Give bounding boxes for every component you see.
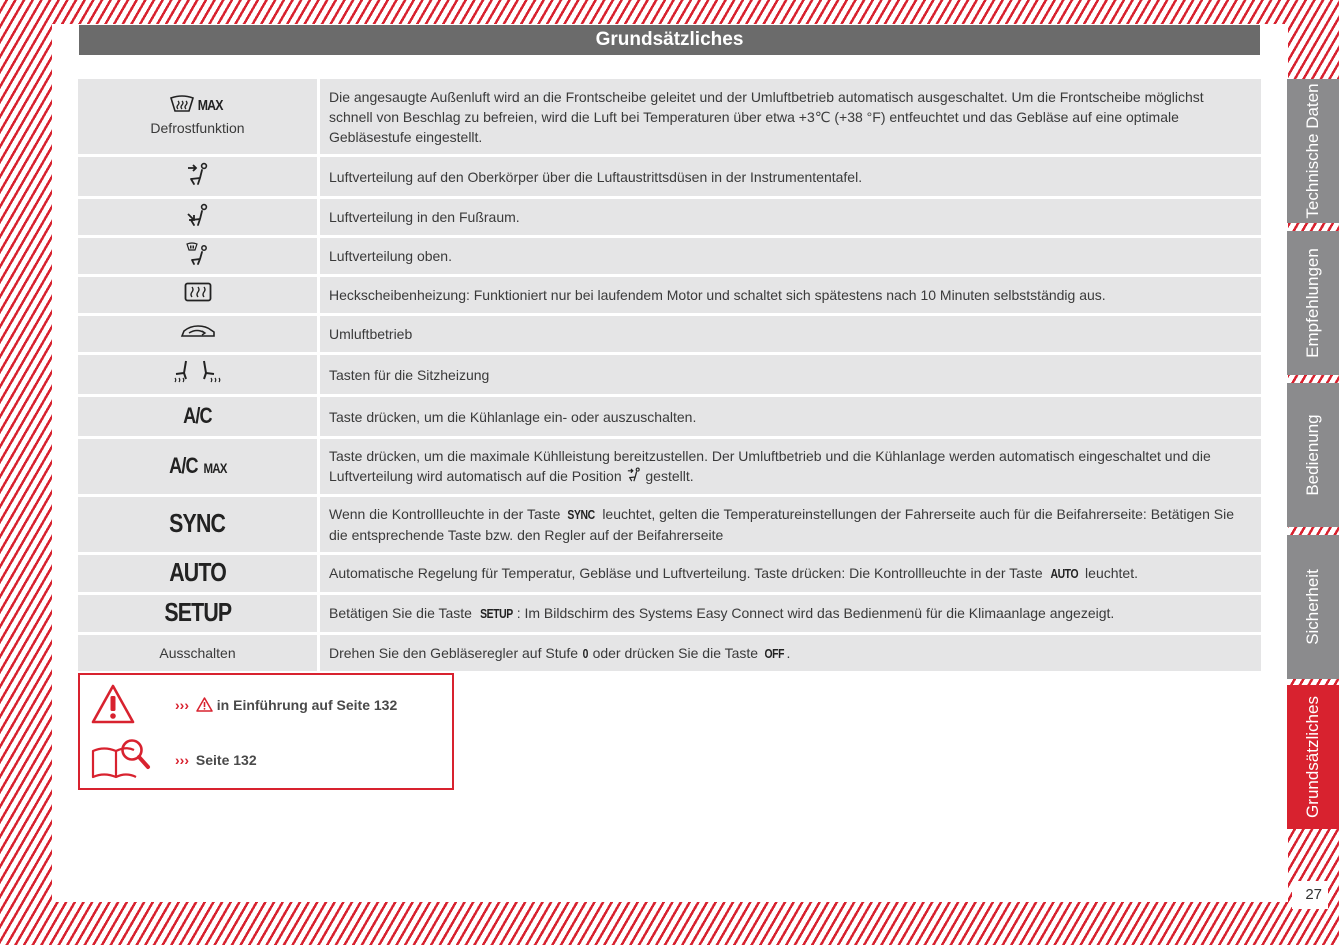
reference-box — [78, 673, 454, 790]
page-title: Grundsätzliches — [79, 25, 1260, 55]
tab-sicherheit[interactable] — [1287, 535, 1339, 679]
rear-window-heating-icon — [184, 282, 212, 309]
desc-text: . — [786, 644, 791, 661]
tab-label: Grundsätzliches — [1303, 696, 1322, 818]
ac-max-sub: MAX — [203, 459, 227, 476]
symbol-cell — [78, 79, 320, 154]
symbol-cell — [78, 157, 320, 196]
air-upper-body-icon — [185, 162, 211, 191]
zero-code: 0 — [582, 645, 588, 661]
page-reference-text: Seite 132 — [195, 752, 257, 768]
tab-label: Empfehlungen — [1303, 248, 1322, 358]
symbol-cell — [78, 355, 320, 394]
table-row — [78, 397, 1261, 436]
desc-text: oder drücken Sie die Taste — [592, 644, 759, 661]
description-cell: Die angesaugte Außenluft wird an die Frontscheibe geleitet und der Umluftbetrieb automatisch ausgeschaltet. Um die Frontscheibe möglichst schnell von Beschlag zu befreien, wird die Luft bei Temperaturen über etwa +3℃ (+38 °F) entfeuchtet und das Gebläse auf eine optimale Gebläsestufe eingestellt. — [320, 79, 1261, 154]
windshield-defrost-icon — [169, 95, 195, 118]
page-number: 27 — [1292, 881, 1328, 909]
description-cell — [320, 555, 1261, 592]
setup-symbol: SETUP — [164, 596, 231, 627]
symbol-cell — [78, 555, 320, 592]
seat-heating-icon — [173, 359, 223, 390]
auto-symbol: AUTO — [169, 556, 226, 587]
setup-code: SETUP — [479, 606, 513, 621]
page-reference — [80, 735, 452, 785]
air-windshield-icon — [185, 242, 211, 271]
desc-text: leuchtet. — [1085, 565, 1138, 581]
desc-text: Automatische Regelung für Temperatur, Gebläse und Luftverteilung. Taste drücken: Die Kontrollleuchte in der Taste — [329, 565, 1043, 581]
table-row — [78, 635, 1261, 671]
table-row — [78, 316, 1261, 352]
desc-text: Betätigen Sie die Taste — [329, 605, 472, 621]
chevron-icon: ››› — [175, 752, 189, 768]
symbol-cell — [78, 439, 320, 494]
description-cell: Heckscheibenheizung: Funktioniert nur bei laufendem Motor und schaltet sich spätestens nach 10 Minuten selbstständig aus. — [320, 277, 1261, 313]
tab-label: Bedienung — [1303, 414, 1322, 496]
table-row — [78, 439, 1261, 494]
table-row — [78, 595, 1261, 632]
symbol-cell — [78, 199, 320, 235]
ac-max-symbol: A/C — [169, 452, 198, 478]
page-reference-link[interactable] — [175, 752, 257, 768]
tab-bedienung[interactable] — [1287, 383, 1339, 527]
off-label: Ausschalten — [159, 645, 236, 661]
auto-code: AUTO — [1050, 566, 1078, 581]
table-row — [78, 79, 1261, 154]
description-cell — [320, 595, 1261, 632]
description-cell: Luftverteilung oben. — [320, 238, 1261, 274]
description-cell: Luftverteilung in den Fußraum. — [320, 199, 1261, 235]
defrost-label: Defrostfunktion — [150, 120, 245, 136]
table-row — [78, 277, 1261, 313]
warning-reference — [80, 681, 452, 731]
description-cell: Taste drücken, um die Kühlanlage ein- oder auszuschalten. — [320, 397, 1261, 436]
description-cell: Umluftbetrieb — [320, 316, 1261, 352]
warning-icon — [196, 697, 213, 715]
description-cell: Tasten für die Sitzheizung — [320, 355, 1261, 394]
tab-label: Technische Daten — [1303, 83, 1322, 219]
table-row — [78, 157, 1261, 196]
sync-code: SYNC — [567, 507, 596, 522]
description-cell — [320, 497, 1261, 552]
air-footwell-icon — [185, 203, 211, 232]
chevron-icon: ››› — [175, 697, 189, 713]
tab-technische-daten[interactable] — [1287, 79, 1339, 223]
table-row — [78, 355, 1261, 394]
symbol-cell — [78, 316, 320, 352]
symbol-cell — [78, 497, 320, 552]
ac-symbol: A/C — [183, 402, 212, 428]
desc-text: Taste drücken, um die maximale Kühlleistung bereitzustellen. Der Umluftbetrieb und die Kühlanlage werden automatisch eingeschaltet und die Luftverteilung wird automatisch auf die Position — [329, 447, 1211, 484]
description-cell — [320, 439, 1261, 494]
table-row — [78, 238, 1261, 274]
desc-text: Drehen Sie den Gebläseregler auf Stufe — [329, 644, 579, 661]
book-magnifier-icon — [90, 737, 152, 786]
symbol-cell — [78, 238, 320, 274]
description-cell — [320, 635, 1261, 671]
desc-text: : Im Bildschirm des Systems Easy Connect wird das Bedienmenü für die Klimaanlage angezeigt. — [516, 605, 1115, 621]
symbol-cell — [78, 397, 320, 436]
symbol-cell — [78, 277, 320, 313]
table-row — [78, 497, 1261, 552]
tab-label: Sicherheit — [1303, 569, 1322, 645]
desc-text: gestellt. — [645, 467, 694, 484]
sync-symbol: SYNC — [169, 507, 226, 538]
symbol-cell — [78, 595, 320, 632]
desc-text: leuchtet, gelten die Temperatureinstellungen der Fahrerseite auch für die Beifahrerseite: Betätigen Sie die entsprechende Taste bzw. den Regler auf der Beifahrerseite — [329, 506, 1234, 543]
symbol-cell — [78, 635, 320, 671]
tab-empfehlungen[interactable] — [1287, 231, 1339, 375]
description-cell: Luftverteilung auf den Oberkörper über die Luftaustrittsdüsen in der Instrumententafel. — [320, 157, 1261, 196]
warning-reference-text: in Einführung auf Seite 132 — [216, 697, 398, 713]
tab-grundsaetzliches[interactable] — [1287, 685, 1339, 829]
recirculation-icon — [180, 323, 216, 346]
table-row — [78, 199, 1261, 235]
off-code: OFF — [764, 645, 785, 661]
max-label: MAX — [198, 97, 223, 115]
air-upper-body-icon — [626, 467, 642, 487]
warning-reference-link[interactable] — [175, 697, 397, 715]
desc-text: Wenn die Kontrollleuchte in der Taste — [329, 506, 561, 522]
table-row — [78, 555, 1261, 592]
warning-triangle-icon — [90, 683, 136, 730]
controls-table — [78, 76, 1261, 674]
